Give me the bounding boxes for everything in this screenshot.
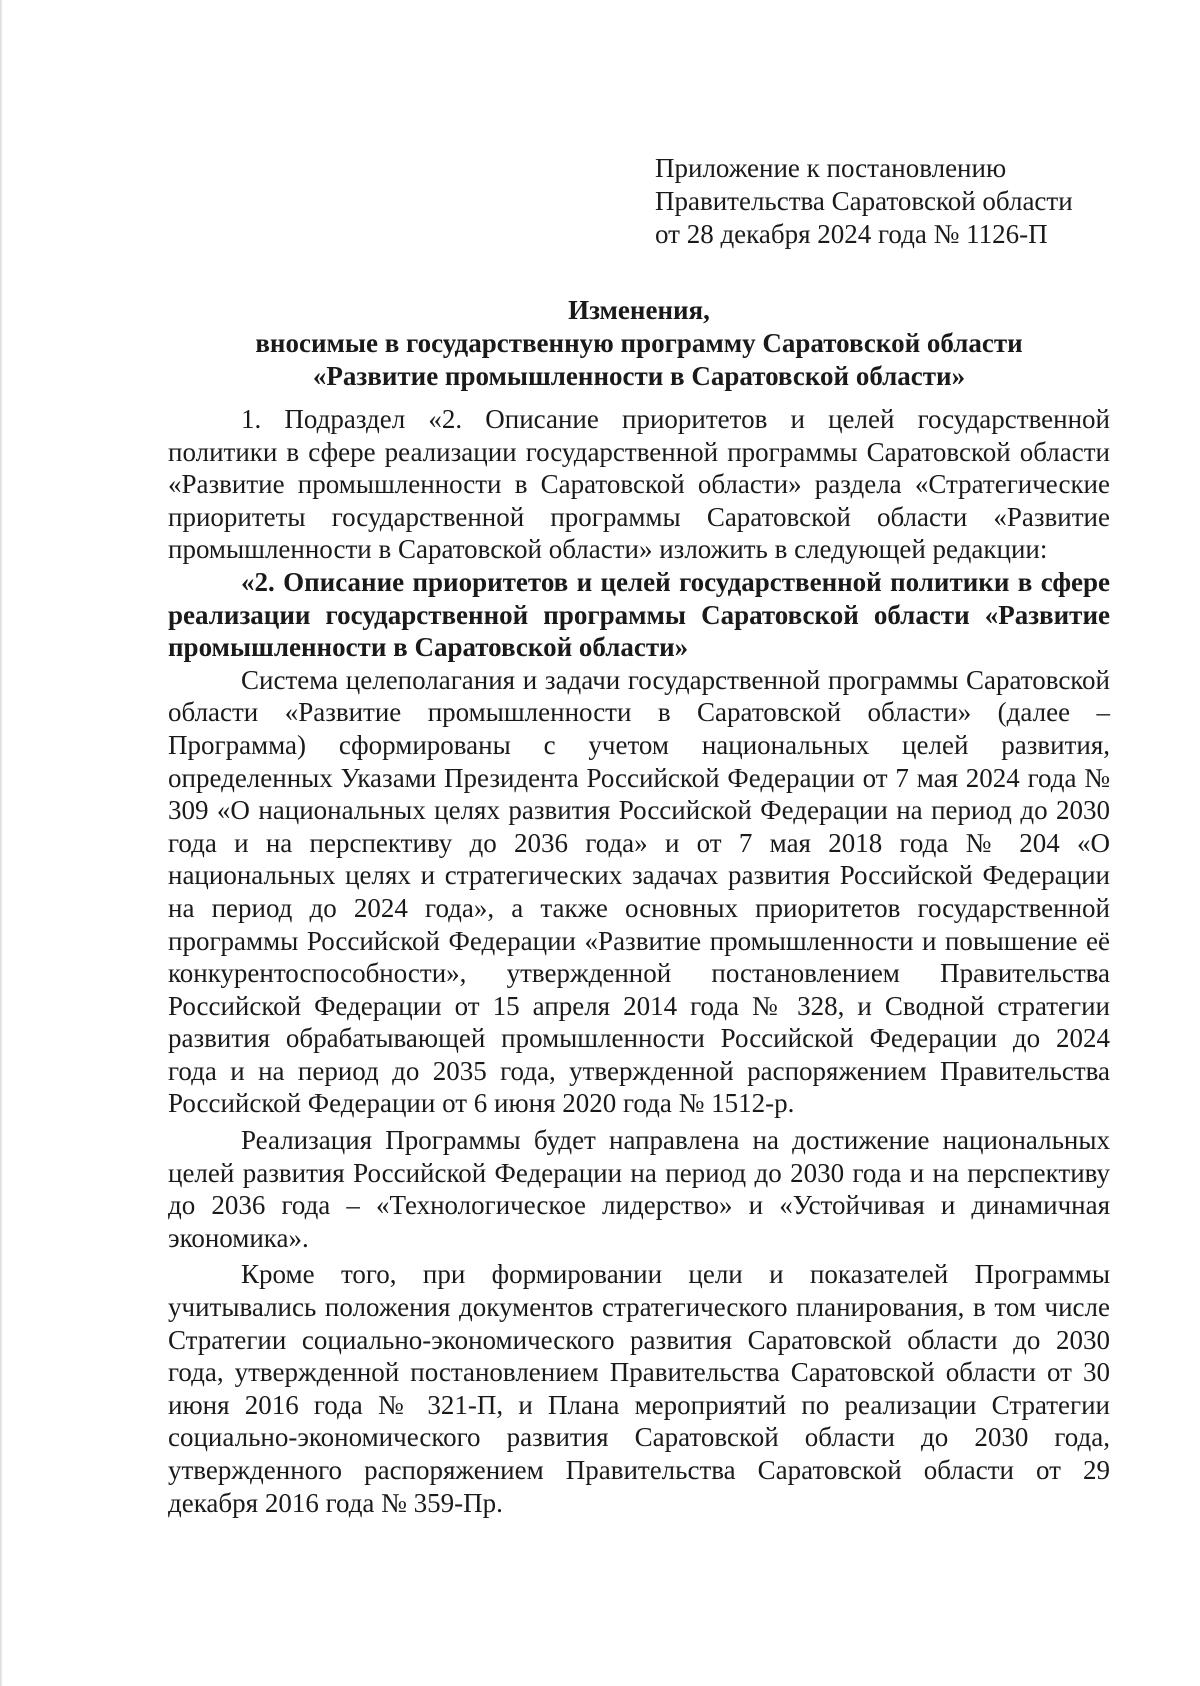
appendix-block (655, 152, 1073, 251)
title-line-1: Изменения, (568, 295, 710, 325)
title-line-2: вносимые в государственную программу Саратовской области (255, 328, 1023, 358)
appendix-line-1: Приложение к постановлению (655, 153, 1007, 183)
document-body (168, 403, 1110, 1519)
section-heading: «2. Описание приоритетов и целей государственной политики в сфере реализации государственной программы Саратовской области «Развитие промышленности в Саратовской области» (168, 566, 1110, 663)
document-title (168, 294, 1110, 393)
paragraph-3: Система целеполагания и задачи государственной программы Саратовской области «Развитие промышленности в Саратовской области» (далее – Программа) сформированы с учетом национальных целей развития, определенных Указами Президента Российской Федерации от 7 мая 2024 года № 309 «О национальных целях развития Российской Федерации на период до 2030 года и на перспективу до 2036 года» и от 7 мая 2018 года № 204 «О национальных целях и стратегических задачах развития Российской Федерации на период до 2024 года», а также основных приоритетов государственной программы Российской Федерации «Развитие промышленности и повышение её конкурентоспособности», утвержденной постановлением Правительства Российской Федерации от 15 апреля 2014 года № 328, и Сводной стратегии развития обрабатывающей промышленности Российской Федерации до 2024 года и на период до 2035 года, утвержденной распоряжением Правительства Российской Федерации от 6 июня 2020 года № 1512-р. (168, 664, 1110, 1119)
paragraph-5: Кроме того, при формировании цели и показателей Программы учитывались положения документов стратегического планирования, в том числе Стратегии социально-экономического развития Саратовской области до 2030 года, утвержденной постановлением Правительства Саратовской области от 30 июня 2016 года № 321-П, и Плана мероприятий по реализации Стратегии социально-экономического развития Саратовской области до 2030 года, утвержденного распоряжением Правительства Саратовской области от 29 декабря 2016 года № 359-Пр. (168, 1259, 1110, 1518)
scan-edge (0, 0, 3, 1686)
appendix-line-2: Правительства Саратовской области (655, 186, 1073, 216)
title-line-3: «Развитие промышленности в Саратовской области» (312, 361, 966, 391)
paragraph-4: Реализация Программы будет направлена на достижение национальных целей развития Российской Федерации на период до 2030 года и на перспективу до 2036 года – «Технологическое лидерство» и «Устойчивая и динамичная экономика». (168, 1125, 1110, 1253)
paragraph-1: 1. Подраздел «2. Описание приоритетов и целей государственной политики в сфере реализации государственной программы Саратовской области «Развитие промышленности в Саратовской области» раздела «Стратегические приоритеты государственной программы Саратовской области «Развитие промышленности в Саратовской области» изложить в следующей редакции: (168, 404, 1110, 565)
appendix-line-3: от 28 декабря 2024 года № 1126-П (655, 219, 1048, 249)
